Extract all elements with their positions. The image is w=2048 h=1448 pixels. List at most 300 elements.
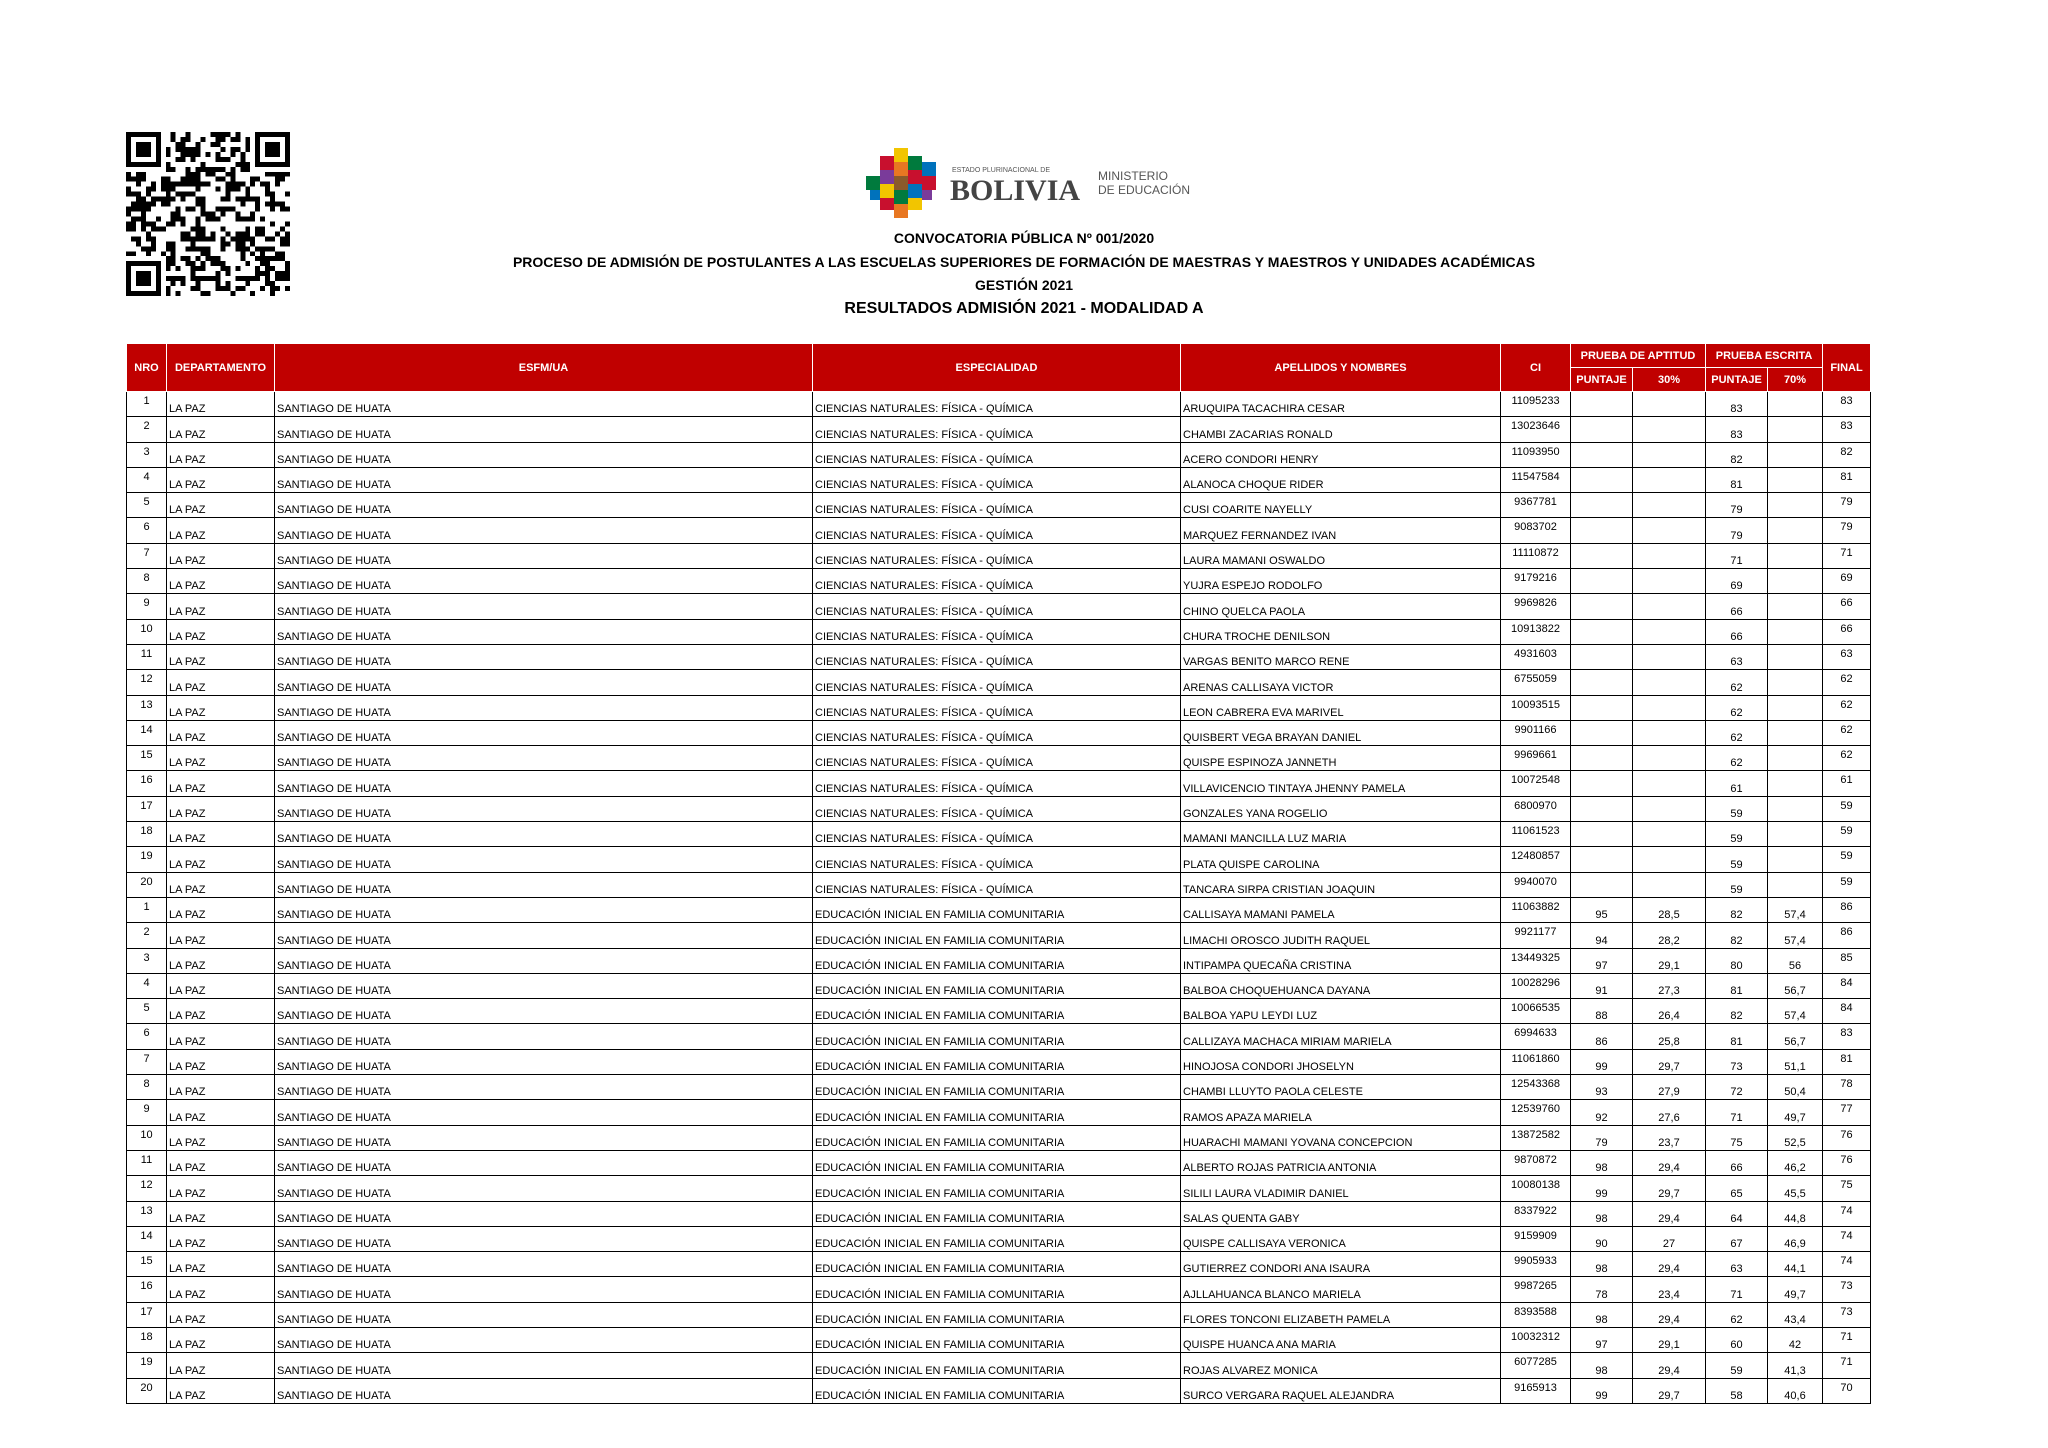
table-row	[127, 847, 1871, 872]
cell-apellidos: AJLLAHUANCA BLANCO MARIELA	[1181, 1277, 1501, 1302]
cell-especialidad: CIENCIAS NATURALES: FÍSICA - QUÍMICA	[813, 670, 1181, 695]
cell-escrita-70: 43,4	[1768, 1302, 1823, 1327]
cell-esfm: SANTIAGO DE HUATA	[275, 392, 813, 417]
cell-final: 84	[1823, 973, 1871, 998]
cell-aptitud-30: 29,7	[1633, 1378, 1706, 1403]
cell-aptitud-puntaje: 79	[1571, 1125, 1633, 1150]
table-row	[127, 973, 1871, 998]
cell-especialidad: CIENCIAS NATURALES: FÍSICA - QUÍMICA	[813, 746, 1181, 771]
cell-aptitud-30: 29,4	[1633, 1302, 1706, 1327]
cell-departamento: LA PAZ	[167, 1378, 275, 1403]
cell-ci: 10066535	[1501, 999, 1571, 1024]
cell-final: 83	[1823, 417, 1871, 442]
cell-apellidos: SALAS QUENTA GABY	[1181, 1201, 1501, 1226]
cell-aptitud-puntaje: 86	[1571, 1024, 1633, 1049]
cell-departamento: LA PAZ	[167, 1125, 275, 1150]
cell-final: 79	[1823, 493, 1871, 518]
cell-escrita-70: 51,1	[1768, 1049, 1823, 1074]
cell-escrita-70	[1768, 822, 1823, 847]
cell-nro: 11	[127, 1150, 167, 1175]
cell-aptitud-30: 27,9	[1633, 1075, 1706, 1100]
cell-departamento: LA PAZ	[167, 619, 275, 644]
cell-aptitud-30: 29,4	[1633, 1252, 1706, 1277]
cell-ci: 4931603	[1501, 644, 1571, 669]
cell-aptitud-puntaje: 94	[1571, 923, 1633, 948]
cell-escrita-puntaje: 58	[1706, 1378, 1768, 1403]
cell-esfm: SANTIAGO DE HUATA	[275, 796, 813, 821]
cell-apellidos: ARENAS CALLISAYA VICTOR	[1181, 670, 1501, 695]
cell-apellidos: HUARACHI MAMANI YOVANA CONCEPCION	[1181, 1125, 1501, 1150]
cell-ci: 10072548	[1501, 771, 1571, 796]
cell-escrita-puntaje: 59	[1706, 796, 1768, 821]
cell-esfm: SANTIAGO DE HUATA	[275, 1125, 813, 1150]
cell-escrita-puntaje: 59	[1706, 1353, 1768, 1378]
results-table	[126, 343, 1871, 1404]
cell-nro: 16	[127, 1277, 167, 1302]
cell-especialidad: CIENCIAS NATURALES: FÍSICA - QUÍMICA	[813, 796, 1181, 821]
cell-apellidos: CALLISAYA MAMANI PAMELA	[1181, 897, 1501, 922]
cell-escrita-70: 41,3	[1768, 1353, 1823, 1378]
cell-ci: 9367781	[1501, 493, 1571, 518]
cell-esfm: SANTIAGO DE HUATA	[275, 1201, 813, 1226]
cell-especialidad: EDUCACIÓN INICIAL EN FAMILIA COMUNITARIA	[813, 1277, 1181, 1302]
table-row	[127, 1100, 1871, 1125]
cell-escrita-70	[1768, 847, 1823, 872]
cell-ci: 13023646	[1501, 417, 1571, 442]
cell-especialidad: CIENCIAS NATURALES: FÍSICA - QUÍMICA	[813, 493, 1181, 518]
cell-nro: 11	[127, 644, 167, 669]
cell-escrita-puntaje: 59	[1706, 847, 1768, 872]
cell-aptitud-30: 29,1	[1633, 1327, 1706, 1352]
cell-departamento: LA PAZ	[167, 822, 275, 847]
cell-especialidad: EDUCACIÓN INICIAL EN FAMILIA COMUNITARIA	[813, 1302, 1181, 1327]
cell-final: 74	[1823, 1252, 1871, 1277]
cell-escrita-puntaje: 62	[1706, 746, 1768, 771]
cell-aptitud-30: 27,3	[1633, 973, 1706, 998]
cell-departamento: LA PAZ	[167, 670, 275, 695]
cell-especialidad: EDUCACIÓN INICIAL EN FAMILIA COMUNITARIA	[813, 923, 1181, 948]
table-row	[127, 493, 1871, 518]
cell-esfm: SANTIAGO DE HUATA	[275, 847, 813, 872]
cell-escrita-70	[1768, 518, 1823, 543]
cell-especialidad: EDUCACIÓN INICIAL EN FAMILIA COMUNITARIA	[813, 1226, 1181, 1251]
cell-nro: 15	[127, 1252, 167, 1277]
cell-departamento: LA PAZ	[167, 392, 275, 417]
cell-esfm: SANTIAGO DE HUATA	[275, 771, 813, 796]
cell-final: 66	[1823, 594, 1871, 619]
cell-final: 81	[1823, 467, 1871, 492]
cell-especialidad: CIENCIAS NATURALES: FÍSICA - QUÍMICA	[813, 872, 1181, 897]
cell-departamento: LA PAZ	[167, 973, 275, 998]
cell-especialidad: CIENCIAS NATURALES: FÍSICA - QUÍMICA	[813, 771, 1181, 796]
table-row	[127, 518, 1871, 543]
cell-final: 74	[1823, 1226, 1871, 1251]
cell-ci: 9905933	[1501, 1252, 1571, 1277]
header-escrita-70: 70%	[1768, 368, 1823, 392]
cell-aptitud-30	[1633, 771, 1706, 796]
cell-departamento: LA PAZ	[167, 746, 275, 771]
cell-apellidos: YUJRA ESPEJO RODOLFO	[1181, 569, 1501, 594]
cell-escrita-puntaje: 69	[1706, 569, 1768, 594]
cell-escrita-70	[1768, 720, 1823, 745]
cell-nro: 14	[127, 1226, 167, 1251]
cell-aptitud-puntaje: 98	[1571, 1353, 1633, 1378]
cell-apellidos: LIMACHI OROSCO JUDITH RAQUEL	[1181, 923, 1501, 948]
cell-final: 74	[1823, 1201, 1871, 1226]
cell-departamento: LA PAZ	[167, 1226, 275, 1251]
cell-aptitud-puntaje: 95	[1571, 897, 1633, 922]
table-row	[127, 417, 1871, 442]
cell-ci: 6077285	[1501, 1353, 1571, 1378]
cell-aptitud-30	[1633, 746, 1706, 771]
cell-escrita-puntaje: 75	[1706, 1125, 1768, 1150]
cell-aptitud-30	[1633, 594, 1706, 619]
cell-aptitud-30	[1633, 417, 1706, 442]
cell-ci: 11061523	[1501, 822, 1571, 847]
cell-escrita-70: 56	[1768, 948, 1823, 973]
cell-apellidos: CHINO QUELCA PAOLA	[1181, 594, 1501, 619]
cell-departamento: LA PAZ	[167, 1075, 275, 1100]
header-aptitud-30: 30%	[1633, 368, 1706, 392]
cell-aptitud-puntaje	[1571, 518, 1633, 543]
cell-aptitud-puntaje	[1571, 720, 1633, 745]
cell-ci: 10080138	[1501, 1176, 1571, 1201]
cell-nro: 7	[127, 1049, 167, 1074]
cell-especialidad: CIENCIAS NATURALES: FÍSICA - QUÍMICA	[813, 720, 1181, 745]
header-esfm: ESFM/UA	[275, 344, 813, 392]
cell-esfm: SANTIAGO DE HUATA	[275, 1252, 813, 1277]
cell-escrita-70: 57,4	[1768, 897, 1823, 922]
gestion-title: GESTIÓN 2021	[974, 277, 1074, 293]
cell-especialidad: EDUCACIÓN INICIAL EN FAMILIA COMUNITARIA	[813, 999, 1181, 1024]
cell-nro: 13	[127, 695, 167, 720]
cell-final: 83	[1823, 1024, 1871, 1049]
cell-aptitud-30	[1633, 847, 1706, 872]
table-row	[127, 822, 1871, 847]
cell-departamento: LA PAZ	[167, 948, 275, 973]
cell-ci: 8337922	[1501, 1201, 1571, 1226]
table-row	[127, 872, 1871, 897]
cell-final: 59	[1823, 796, 1871, 821]
cell-escrita-70: 46,2	[1768, 1150, 1823, 1175]
cell-apellidos: MARQUEZ FERNANDEZ IVAN	[1181, 518, 1501, 543]
header-ci: CI	[1501, 344, 1571, 392]
cell-apellidos: ACERO CONDORI HENRY	[1181, 442, 1501, 467]
cell-aptitud-30: 29,1	[1633, 948, 1706, 973]
cell-esfm: SANTIAGO DE HUATA	[275, 746, 813, 771]
cell-nro: 7	[127, 543, 167, 568]
cell-especialidad: CIENCIAS NATURALES: FÍSICA - QUÍMICA	[813, 518, 1181, 543]
cell-departamento: LA PAZ	[167, 1353, 275, 1378]
cell-aptitud-puntaje: 99	[1571, 1176, 1633, 1201]
cell-ci: 9969661	[1501, 746, 1571, 771]
table-row	[127, 1176, 1871, 1201]
cell-final: 71	[1823, 543, 1871, 568]
cell-apellidos: LAURA MAMANI OSWALDO	[1181, 543, 1501, 568]
cell-ci: 12539760	[1501, 1100, 1571, 1125]
cell-apellidos: GONZALES YANA ROGELIO	[1181, 796, 1501, 821]
cell-ci: 9165913	[1501, 1378, 1571, 1403]
cell-nro: 20	[127, 872, 167, 897]
cell-escrita-70: 52,5	[1768, 1125, 1823, 1150]
cell-esfm: SANTIAGO DE HUATA	[275, 720, 813, 745]
cell-aptitud-30: 27,6	[1633, 1100, 1706, 1125]
table-row	[127, 1277, 1871, 1302]
cell-ci: 11110872	[1501, 543, 1571, 568]
cell-aptitud-30	[1633, 543, 1706, 568]
cell-especialidad: EDUCACIÓN INICIAL EN FAMILIA COMUNITARIA	[813, 1125, 1181, 1150]
cell-apellidos: INTIPAMPA QUECAÑA CRISTINA	[1181, 948, 1501, 973]
cell-escrita-puntaje: 66	[1706, 594, 1768, 619]
cell-aptitud-puntaje: 98	[1571, 1252, 1633, 1277]
cell-aptitud-30	[1633, 569, 1706, 594]
cell-aptitud-puntaje: 78	[1571, 1277, 1633, 1302]
cell-nro: 17	[127, 1302, 167, 1327]
cell-esfm: SANTIAGO DE HUATA	[275, 1049, 813, 1074]
cell-escrita-puntaje: 63	[1706, 1252, 1768, 1277]
cell-apellidos: BALBOA CHOQUEHUANCA DAYANA	[1181, 973, 1501, 998]
table-row	[127, 670, 1871, 695]
table-row	[127, 1150, 1871, 1175]
cell-departamento: LA PAZ	[167, 1201, 275, 1226]
cell-escrita-puntaje: 79	[1706, 518, 1768, 543]
cell-apellidos: CUSI COARITE NAYELLY	[1181, 493, 1501, 518]
cell-aptitud-30	[1633, 720, 1706, 745]
cell-ci: 9179216	[1501, 569, 1571, 594]
cell-final: 62	[1823, 695, 1871, 720]
cell-nro: 18	[127, 1327, 167, 1352]
cell-escrita-70	[1768, 594, 1823, 619]
cell-aptitud-puntaje	[1571, 670, 1633, 695]
cell-nro: 4	[127, 973, 167, 998]
cell-aptitud-30: 29,4	[1633, 1201, 1706, 1226]
cell-escrita-puntaje: 63	[1706, 644, 1768, 669]
cell-especialidad: CIENCIAS NATURALES: FÍSICA - QUÍMICA	[813, 695, 1181, 720]
cell-ci: 11093950	[1501, 442, 1571, 467]
cell-escrita-puntaje: 81	[1706, 467, 1768, 492]
cell-esfm: SANTIAGO DE HUATA	[275, 999, 813, 1024]
cell-nro: 9	[127, 594, 167, 619]
cell-departamento: LA PAZ	[167, 771, 275, 796]
cell-esfm: SANTIAGO DE HUATA	[275, 1024, 813, 1049]
cell-especialidad: CIENCIAS NATURALES: FÍSICA - QUÍMICA	[813, 594, 1181, 619]
table-row	[127, 695, 1871, 720]
cell-aptitud-puntaje	[1571, 543, 1633, 568]
cell-esfm: SANTIAGO DE HUATA	[275, 973, 813, 998]
cell-final: 85	[1823, 948, 1871, 973]
bolivia-emblem-icon	[866, 148, 936, 218]
cell-aptitud-puntaje	[1571, 594, 1633, 619]
cell-especialidad: EDUCACIÓN INICIAL EN FAMILIA COMUNITARIA	[813, 1150, 1181, 1175]
cell-nro: 8	[127, 1075, 167, 1100]
cell-escrita-70	[1768, 392, 1823, 417]
cell-esfm: SANTIAGO DE HUATA	[275, 872, 813, 897]
cell-escrita-puntaje: 62	[1706, 695, 1768, 720]
cell-ci: 9987265	[1501, 1277, 1571, 1302]
cell-departamento: LA PAZ	[167, 1150, 275, 1175]
cell-escrita-puntaje: 67	[1706, 1226, 1768, 1251]
cell-aptitud-puntaje	[1571, 746, 1633, 771]
header-final: FINAL	[1823, 344, 1871, 392]
cell-esfm: SANTIAGO DE HUATA	[275, 948, 813, 973]
cell-departamento: LA PAZ	[167, 872, 275, 897]
cell-escrita-puntaje: 65	[1706, 1176, 1768, 1201]
cell-especialidad: CIENCIAS NATURALES: FÍSICA - QUÍMICA	[813, 392, 1181, 417]
cell-ci: 8393588	[1501, 1302, 1571, 1327]
cell-aptitud-puntaje	[1571, 771, 1633, 796]
cell-ci: 6800970	[1501, 796, 1571, 821]
cell-departamento: LA PAZ	[167, 594, 275, 619]
cell-apellidos: TANCARA SIRPA CRISTIAN JOAQUIN	[1181, 872, 1501, 897]
cell-ci: 11061860	[1501, 1049, 1571, 1074]
cell-especialidad: EDUCACIÓN INICIAL EN FAMILIA COMUNITARIA	[813, 897, 1181, 922]
cell-esfm: SANTIAGO DE HUATA	[275, 619, 813, 644]
cell-nro: 14	[127, 720, 167, 745]
cell-final: 62	[1823, 720, 1871, 745]
cell-aptitud-puntaje: 93	[1571, 1075, 1633, 1100]
cell-escrita-70: 50,4	[1768, 1075, 1823, 1100]
cell-escrita-70: 45,5	[1768, 1176, 1823, 1201]
table-row	[127, 746, 1871, 771]
cell-apellidos: CHAMBI ZACARIAS RONALD	[1181, 417, 1501, 442]
cell-departamento: LA PAZ	[167, 442, 275, 467]
table-row	[127, 619, 1871, 644]
cell-nro: 15	[127, 746, 167, 771]
cell-esfm: SANTIAGO DE HUATA	[275, 417, 813, 442]
cell-departamento: LA PAZ	[167, 417, 275, 442]
table-row	[127, 1201, 1871, 1226]
cell-departamento: LA PAZ	[167, 1100, 275, 1125]
table-row	[127, 467, 1871, 492]
cell-escrita-70	[1768, 493, 1823, 518]
cell-departamento: LA PAZ	[167, 1252, 275, 1277]
cell-ci: 10913822	[1501, 619, 1571, 644]
cell-aptitud-puntaje: 98	[1571, 1302, 1633, 1327]
cell-nro: 3	[127, 948, 167, 973]
cell-ci: 12543368	[1501, 1075, 1571, 1100]
cell-apellidos: VILLAVICENCIO TINTAYA JHENNY PAMELA	[1181, 771, 1501, 796]
cell-aptitud-puntaje	[1571, 392, 1633, 417]
cell-escrita-puntaje: 82	[1706, 897, 1768, 922]
cell-ci: 9940070	[1501, 872, 1571, 897]
cell-escrita-70	[1768, 796, 1823, 821]
cell-final: 83	[1823, 392, 1871, 417]
cell-aptitud-30: 27	[1633, 1226, 1706, 1251]
cell-departamento: LA PAZ	[167, 897, 275, 922]
cell-esfm: SANTIAGO DE HUATA	[275, 518, 813, 543]
cell-esfm: SANTIAGO DE HUATA	[275, 1378, 813, 1403]
bolivia-ministerio-logo	[866, 142, 1226, 224]
cell-esfm: SANTIAGO DE HUATA	[275, 695, 813, 720]
cell-aptitud-puntaje: 92	[1571, 1100, 1633, 1125]
cell-escrita-70	[1768, 417, 1823, 442]
cell-apellidos: FLORES TONCONI ELIZABETH PAMELA	[1181, 1302, 1501, 1327]
cell-apellidos: CALLIZAYA MACHACA MIRIAM MARIELA	[1181, 1024, 1501, 1049]
cell-ci: 11095233	[1501, 392, 1571, 417]
table-row	[127, 543, 1871, 568]
cell-aptitud-puntaje: 99	[1571, 1049, 1633, 1074]
logo-ministry-line1: MINISTERIO	[1098, 169, 1169, 183]
cell-aptitud-30: 25,8	[1633, 1024, 1706, 1049]
cell-escrita-puntaje: 64	[1706, 1201, 1768, 1226]
cell-escrita-puntaje: 80	[1706, 948, 1768, 973]
process-title: PROCESO DE ADMISIÓN DE POSTULANTES A LAS ESCUELAS SUPERIORES DE FORMACIÓN DE MAESTRAS Y MAESTROS Y UNIDADES ACADÉMICAS	[512, 254, 1536, 270]
cell-departamento: LA PAZ	[167, 467, 275, 492]
cell-aptitud-puntaje: 99	[1571, 1378, 1633, 1403]
cell-aptitud-puntaje: 91	[1571, 973, 1633, 998]
cell-nro: 5	[127, 999, 167, 1024]
cell-escrita-70	[1768, 670, 1823, 695]
cell-nro: 8	[127, 569, 167, 594]
table-row	[127, 999, 1871, 1024]
cell-aptitud-30	[1633, 695, 1706, 720]
cell-nro: 19	[127, 847, 167, 872]
cell-ci: 13449325	[1501, 948, 1571, 973]
cell-escrita-puntaje: 66	[1706, 1150, 1768, 1175]
cell-aptitud-30	[1633, 467, 1706, 492]
cell-ci: 11547584	[1501, 467, 1571, 492]
cell-apellidos: GUTIERREZ CONDORI ANA ISAURA	[1181, 1252, 1501, 1277]
cell-aptitud-puntaje	[1571, 417, 1633, 442]
cell-final: 86	[1823, 923, 1871, 948]
cell-final: 71	[1823, 1327, 1871, 1352]
cell-escrita-70	[1768, 543, 1823, 568]
cell-escrita-puntaje: 71	[1706, 1100, 1768, 1125]
header-escrita-puntaje: PUNTAJE	[1706, 368, 1768, 392]
table-row	[127, 1125, 1871, 1150]
cell-nro: 19	[127, 1353, 167, 1378]
convocatoria-title: CONVOCATORIA PÚBLICA Nº 001/2020	[893, 230, 1155, 246]
cell-departamento: LA PAZ	[167, 923, 275, 948]
cell-apellidos: RAMOS APAZA MARIELA	[1181, 1100, 1501, 1125]
cell-especialidad: CIENCIAS NATURALES: FÍSICA - QUÍMICA	[813, 644, 1181, 669]
cell-final: 78	[1823, 1075, 1871, 1100]
table-row	[127, 1252, 1871, 1277]
cell-escrita-puntaje: 59	[1706, 822, 1768, 847]
cell-esfm: SANTIAGO DE HUATA	[275, 1100, 813, 1125]
cell-esfm: SANTIAGO DE HUATA	[275, 897, 813, 922]
cell-aptitud-30: 23,4	[1633, 1277, 1706, 1302]
cell-aptitud-30: 29,4	[1633, 1150, 1706, 1175]
cell-departamento: LA PAZ	[167, 796, 275, 821]
cell-apellidos: QUISPE CALLISAYA VERONICA	[1181, 1226, 1501, 1251]
cell-aptitud-puntaje: 88	[1571, 999, 1633, 1024]
cell-departamento: LA PAZ	[167, 569, 275, 594]
cell-escrita-70	[1768, 695, 1823, 720]
header-prueba-escrita: PRUEBA ESCRITA	[1706, 344, 1823, 368]
cell-escrita-puntaje: 83	[1706, 392, 1768, 417]
cell-escrita-puntaje: 62	[1706, 670, 1768, 695]
cell-nro: 10	[127, 619, 167, 644]
cell-esfm: SANTIAGO DE HUATA	[275, 543, 813, 568]
cell-escrita-puntaje: 81	[1706, 973, 1768, 998]
cell-final: 62	[1823, 670, 1871, 695]
cell-nro: 18	[127, 822, 167, 847]
cell-esfm: SANTIAGO DE HUATA	[275, 442, 813, 467]
cell-escrita-puntaje: 73	[1706, 1049, 1768, 1074]
cell-aptitud-30: 29,7	[1633, 1176, 1706, 1201]
table-row	[127, 771, 1871, 796]
cell-ci: 10028296	[1501, 973, 1571, 998]
table-row	[127, 1327, 1871, 1352]
cell-esfm: SANTIAGO DE HUATA	[275, 1327, 813, 1352]
cell-aptitud-puntaje	[1571, 695, 1633, 720]
header-especialidad: ESPECIALIDAD	[813, 344, 1181, 392]
cell-escrita-puntaje: 62	[1706, 1302, 1768, 1327]
cell-escrita-70	[1768, 619, 1823, 644]
header-nro: NRO	[127, 344, 167, 392]
cell-departamento: LA PAZ	[167, 1049, 275, 1074]
